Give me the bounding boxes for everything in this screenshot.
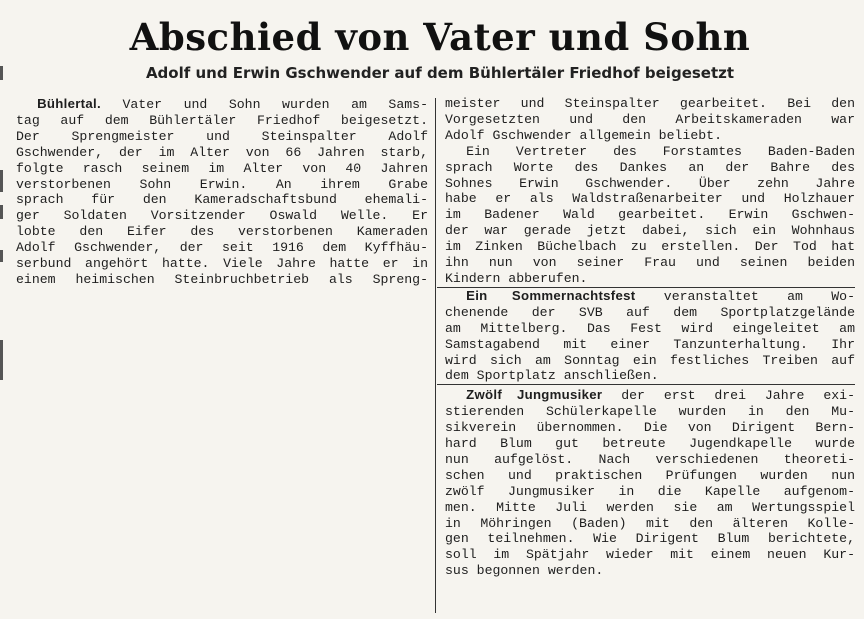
headline: Abschied von Vater und Sohn [129,15,751,59]
text-line: sikverein übernommen. Die von Dirigent Bern- [445,420,855,436]
text-line: Der Sprengmeister und Steinspalter Adolf [16,128,428,144]
column-divider [435,98,436,613]
text-line: ihn nun von seiner Frau und seinen beiden [445,255,855,271]
text-line: sprach Worte des Dankes an der Bahre des [445,159,855,175]
text-line: soll im Spätjahr wieder mit einem neuen Kur- [445,547,855,563]
text-line: habe er als Waldstraßenarbeiter und Holzhauer [445,191,855,207]
edge-mark [0,66,3,80]
text-line: Adolf Gschwender allgemein beliebt. [445,127,722,143]
text-line: in Möhringen (Baden) mit den älteren Kolle- [445,515,855,531]
paragraph-summer-festival [437,287,855,384]
text-line: Kindern abberufen. [445,270,588,286]
text-line: sus begonnen werden. [445,563,604,579]
text-line: chenende der SVB auf dem Sportplatzgelände [445,304,855,320]
text-line: am Mittelberg. Das Fest wird eingeleitet am [445,320,855,336]
text-line: lobte den Eifer des verstorbenen Kameraden [16,224,428,240]
text-line: serbund angehört hatte. Viele Jahre hatte er in [16,256,428,272]
text-line: meister und Steinspalter gearbeitet. Bei den [445,96,855,111]
lead-summer-festival: Ein Sommernachtsfest [466,287,636,303]
text-line: tag auf dem Bühlertäler Friedhof beigesetzt. [16,112,428,128]
paragraph-young-musicians [437,384,855,579]
text-line: nun aufgelöst. Nach verschiedenen theoreti- [445,451,855,467]
text-line: wird sich am Sonntag ein festliches Treiben auf [445,352,855,368]
lead-young-musicians: Zwölf Jungmusiker [466,387,603,403]
text-line: verstorbenen Sohn Erwin. An ihrem Grabe [16,176,428,192]
text-line: einem heimischen Steinbruchbetrieb als Spreng- [16,271,428,287]
edge-mark [0,340,3,380]
text-line: gen teilnehmen. Wie Dirigent Blum berichtete, [445,531,855,547]
text-line: Ein Vertreter des Forstamtes Baden-Baden [466,143,855,159]
text-line: Ein Sommernachtsfest veranstaltet am Wo- [466,287,856,304]
text-line: Vorgesetzten und den Arbeitskameraden war [445,111,855,127]
subheadline: Adolf und Erwin Gschwender auf dem Bühlertäler Friedhof beigesetzt [145,64,735,82]
text-line: stierenden Schülerkapelle wurden in den Mu- [445,404,855,420]
paragraph-forestry [445,144,855,287]
text-line: Samstagabend mit einer Tanzunterhaltung. Ihr [445,336,855,352]
text-line: im Zinken Büchelbach zu erstellen. Der Tod hat [445,239,855,255]
text-line: Gschwender, der im Alter von 66 Jahren starb, [16,144,428,160]
text-line: im Badener Wald gearbeitet. Erwin Gschwen- [445,207,855,223]
text-line: hard Blum gut betreute Jugendkapelle wurde [445,436,855,452]
text-line: men. Mitte Juli werden sie am Wertungsspiel [445,499,855,515]
text-line: folgte rasch seinem im Alter von 40 Jahren [16,160,428,176]
text-line: der war gerade jetzt dabei, sich ein Wohnhaus [445,223,855,239]
right-column [445,96,855,579]
text-line: zwölf Jungmusiker in die Kapelle aufgenom- [445,483,855,499]
edge-mark [0,250,3,262]
text-line: dem Sportplatz anschließen. [445,368,659,384]
text-line: Sohnes Erwin Gschwender. Über zehn Jahre [445,175,855,191]
lead-dateline: Bühlertal. [37,96,101,111]
paragraph-main [16,96,428,288]
paragraph-continuation [445,96,855,144]
edge-mark [0,205,3,219]
text-line: schen und praktischen Prüfungen wurden nun [445,467,855,483]
text-line: Zwölf Jungmusiker der erst drei Jahre exi- [466,387,855,404]
text-line: ger Soldaten Vorsitzender Oswald Welle. Er [16,208,428,224]
text-line: sprach für den Kameradschaftsbund ehemali- [16,192,428,208]
left-column [16,96,428,288]
text-line: Bühlertal. Vater und Sohn wurden am Sams- [37,96,428,112]
edge-mark [0,170,3,192]
text-line: Adolf Gschwender, der seit 1916 dem Kyffhäu- [16,240,428,256]
